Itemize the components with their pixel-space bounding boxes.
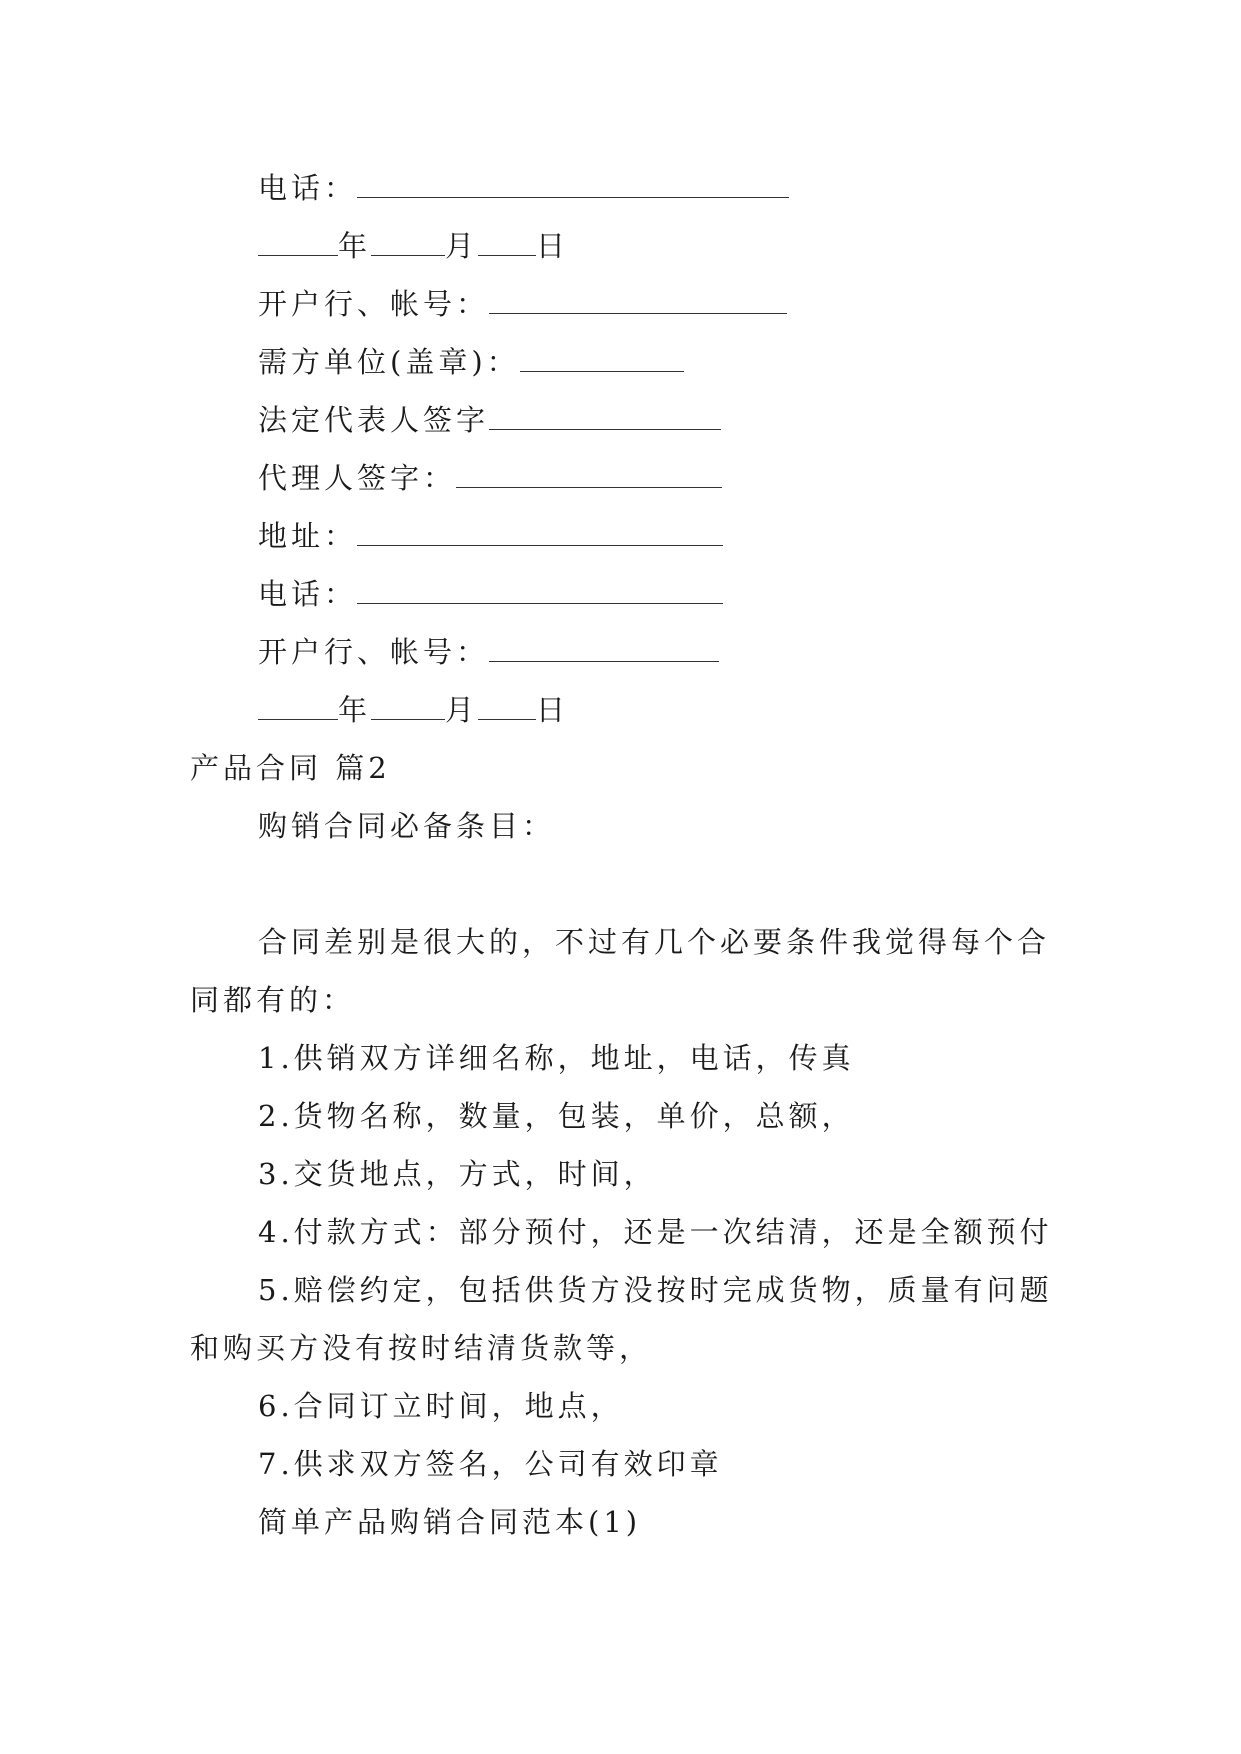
year-blank[interactable] [258, 695, 338, 720]
paragraph-line-2: 同都有的： [190, 983, 356, 1017]
agent-line [258, 460, 722, 496]
address-label: 地址： [258, 519, 358, 553]
bank-line-a [258, 286, 787, 322]
list-item: 6.合同订立时间，地点， [258, 1389, 624, 1423]
phone-line-b [258, 576, 723, 612]
year-label: 年 [338, 693, 372, 727]
agent-label: 代理人签字： [258, 461, 457, 495]
footer-heading: 简单产品购销合同范本(1) [258, 1505, 642, 1539]
list-item: 2.货物名称，数量，包装，单价，总额， [258, 1099, 855, 1133]
address-line [258, 518, 723, 554]
section-title: 产品合同 篇2 [190, 751, 391, 785]
date-line-a [258, 228, 569, 264]
legal-rep-blank[interactable] [489, 405, 721, 430]
bank-label: 开户行、帐号： [258, 635, 490, 669]
address-blank[interactable] [357, 521, 723, 546]
list-item: 3.交货地点，方式，时间， [258, 1157, 657, 1191]
list-item: 1.供销双方详细名称，地址，电话，传真 [258, 1041, 855, 1075]
list-item: 5.赔偿约定，包括供货方没按时完成货物，质量有问题 [258, 1273, 1053, 1307]
day-label: 日 [536, 229, 570, 263]
bank-blank[interactable] [489, 289, 787, 314]
bank-line-b [258, 634, 719, 670]
month-label: 月 [445, 693, 479, 727]
phone-line-a [258, 170, 789, 206]
bank-label: 开户行、帐号： [258, 287, 490, 321]
legal-rep-label: 法定代表人签字 [258, 403, 490, 437]
list-item: 7.供求双方签名，公司有效印章 [258, 1447, 723, 1481]
year-label: 年 [338, 229, 372, 263]
day-blank[interactable] [478, 231, 536, 256]
buyer-blank[interactable] [520, 347, 684, 372]
month-label: 月 [445, 229, 479, 263]
day-label: 日 [536, 693, 570, 727]
paragraph-line-1: 合同差别是很大的，不过有几个必要条件我觉得每个合 [258, 925, 1051, 959]
agent-blank[interactable] [456, 463, 722, 488]
buyer-line [258, 344, 684, 380]
date-line-b [258, 692, 569, 728]
list-item: 4.付款方式：部分预付，还是一次结清，还是全额预付 [258, 1215, 1053, 1249]
phone-label: 电话： [258, 577, 358, 611]
intro-text: 购销合同必备条目： [258, 809, 556, 843]
month-blank[interactable] [371, 695, 445, 720]
day-blank[interactable] [478, 695, 536, 720]
month-blank[interactable] [371, 231, 445, 256]
phone-label: 电话： [258, 171, 358, 205]
buyer-label: 需方单位(盖章)： [258, 345, 520, 379]
year-blank[interactable] [258, 231, 338, 256]
phone-blank[interactable] [357, 579, 723, 604]
list-item-continuation: 和购买方没有按时结清货款等， [190, 1331, 653, 1365]
phone-blank[interactable] [357, 173, 789, 198]
legal-rep-line [258, 402, 721, 438]
bank-blank[interactable] [489, 637, 719, 662]
